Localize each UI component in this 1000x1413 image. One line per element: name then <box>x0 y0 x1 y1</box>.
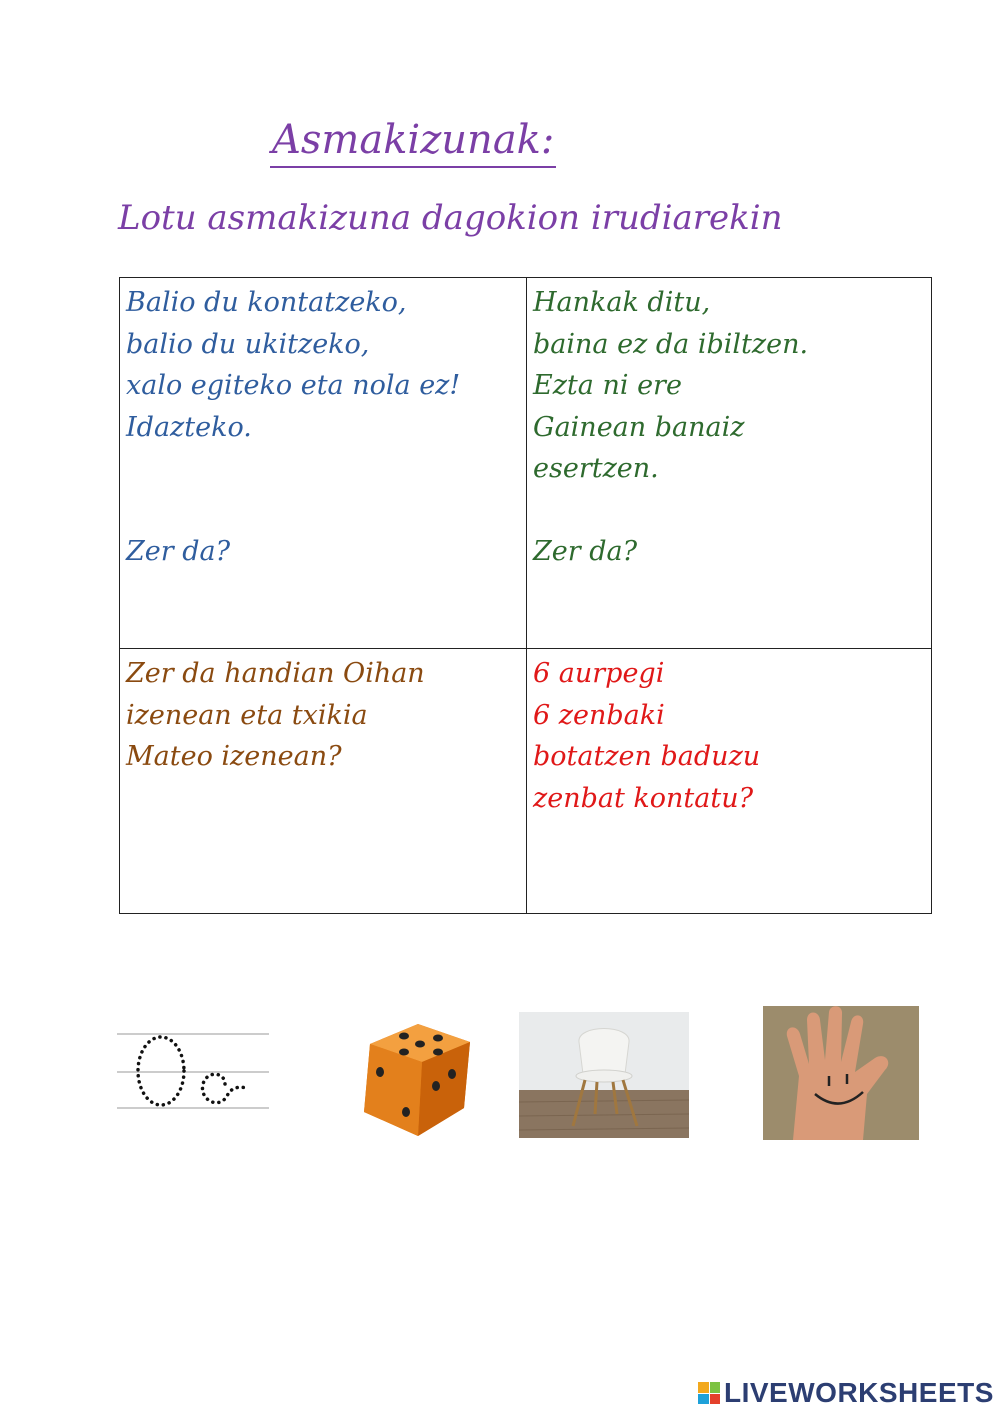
riddle-line: Zer da handian Oihan <box>126 658 425 689</box>
page-title: Asmakizunak: <box>270 118 556 168</box>
brand-mark-icon <box>698 1382 720 1404</box>
riddle-line: Gainean banaiz <box>533 411 745 443</box>
riddle-cell-3 <box>120 649 526 915</box>
riddle-question: Zer da? <box>533 536 638 567</box>
riddle-line: Ezta ni ere <box>533 370 682 401</box>
white-chair-icon[interactable] <box>519 1012 689 1138</box>
instruction-text: Lotu asmakizuna dagokion irudiarekin <box>118 198 783 238</box>
riddle-line: xalo egiteko eta nola ez! <box>126 370 461 401</box>
riddle-line: botatzen baduzu <box>533 741 761 772</box>
riddle-line: 6 zenbaki <box>533 699 665 731</box>
riddle-line: Mateo izenean? <box>126 741 342 772</box>
orange-dice-icon[interactable] <box>340 1016 484 1142</box>
riddle-line: balio du ukitzeko, <box>126 328 370 360</box>
riddle-question: Zer da? <box>126 536 231 567</box>
riddle-line: Balio du kontatzeko, <box>126 287 407 318</box>
brand-logo <box>698 1376 994 1410</box>
riddle-line: Hankak ditu, <box>533 287 711 318</box>
riddle-cell-4 <box>527 649 933 915</box>
riddle-line: zenbat kontatu? <box>533 782 754 814</box>
dotted-letter-o-icon[interactable] <box>117 1030 269 1112</box>
smiley-hand-icon[interactable] <box>763 1006 919 1140</box>
brand-text: LIVEWORKSHEETS <box>724 1377 994 1408</box>
riddle-line: baina ez da ibiltzen. <box>533 328 809 360</box>
riddle-table <box>119 277 932 914</box>
riddle-line: esertzen. <box>533 453 659 484</box>
riddle-line: izenean eta txikia <box>126 699 368 731</box>
riddle-line: 6 aurpegi <box>533 658 665 689</box>
riddle-cell-1 <box>120 278 526 648</box>
riddle-line: Idazteko. <box>126 411 252 443</box>
riddle-cell-2 <box>527 278 933 648</box>
